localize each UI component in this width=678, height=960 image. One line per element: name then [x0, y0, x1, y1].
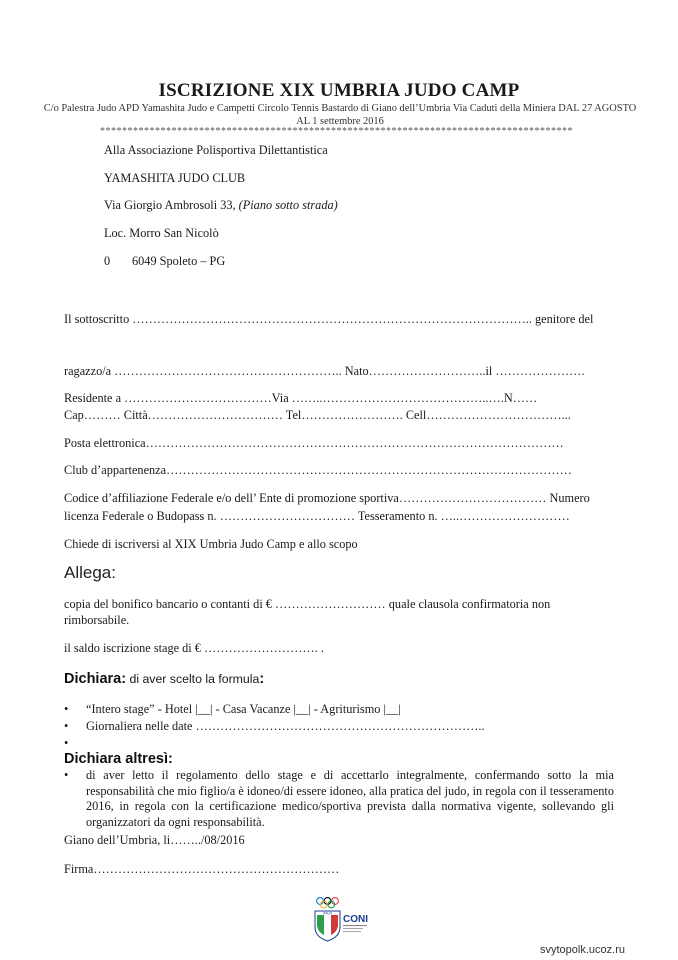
- date-place-field[interactable]: Giano dell’Umbria, li……../08/2016: [64, 833, 245, 847]
- field-sottoscritto[interactable]: Il sottoscritto …………………………………………………………………………………….. genitore del: [64, 312, 594, 326]
- field-copia-bonifico[interactable]: copia del bonifico bancario o contanti di € ……………………… quale clausola confirmatoria non: [64, 597, 551, 611]
- addressee-line-1: Alla Associazione Polisportiva Dilettantistica: [104, 143, 328, 157]
- field-club[interactable]: Club d’appartenenza………………………………………………………………………………………: [64, 463, 572, 477]
- addressee-line-4: Loc. Morro San Nicolò: [104, 226, 219, 240]
- dichiara-line: [64, 670, 264, 688]
- addressee-city: 6049 Spoleto – PG: [132, 254, 226, 268]
- star-separator: **************************************************************************************: [100, 126, 573, 137]
- signature-field[interactable]: Firma……………………………………………………: [64, 862, 340, 876]
- copia-continuation: rimborsabile.: [64, 613, 130, 627]
- allega-heading: Allega:: [64, 563, 116, 582]
- venue-line: C/o Palestra Judo APD Yamashita Judo e Campetti Circolo Tennis Bastardo di Giano dell’Umbria Via Caduti della Miniera DAL 27 AGOSTO AL 1 settembre 2016: [43, 103, 637, 127]
- field-cap[interactable]: Cap……… Città…………………………… Tel……………………. Cell……………………………...: [64, 408, 571, 422]
- coni-emblem-icon: [312, 895, 382, 943]
- site-watermark: svytopolk.ucoz.ru: [540, 944, 625, 956]
- coni-logo: [312, 895, 382, 943]
- addressee-line-2: YAMASHITA JUDO CLUB: [104, 171, 246, 185]
- field-email[interactable]: Posta elettronica…………………………………………………………………………………………: [64, 436, 564, 450]
- bullet-icon: •: [64, 736, 69, 750]
- dichiara-altresi-text: di aver letto il regolamento dello stage e di accettarlo integralmente, confermando sotto la mia responsabilità che mio figlio/a è idoneo/di essere idoneo, alla pratica del judo, in regola con il tesseramento 2016, in regola con la certificazione medico/sportiva prevista dalla normativa vigente, sollevando gli organizzatori da ogni responsabilità.: [86, 768, 614, 829]
- option-giornaliera-label: Giornaliera nelle date ……………………………………………………………..: [86, 719, 485, 733]
- bullet-icon: •: [64, 768, 69, 782]
- addressee-line-3: [104, 198, 338, 213]
- addressee-floor-note: (Piano sotto strada): [238, 198, 338, 212]
- dichiara-altresi-block: [64, 768, 614, 830]
- addressee-street: Via Giorgio Ambrosoli 33,: [104, 198, 239, 212]
- bullet-icon: •: [64, 719, 69, 733]
- field-residente[interactable]: Residente a ………………………………Via ……..…………………………………..….N……: [64, 391, 538, 405]
- option-intero-stage-label: “Intero stage” - Hotel |__| - Casa Vacanze |__| - Agriturismo |__|: [86, 702, 401, 716]
- chiede-text: Chiede di iscriversi al XIX Umbria Judo Camp e allo scopo: [64, 537, 358, 551]
- addressee-zip-prefix: 0: [104, 254, 111, 268]
- option-intero-stage[interactable]: [64, 702, 401, 717]
- logo-small-text: ITALIA: [322, 911, 333, 916]
- bullet-icon: •: [64, 702, 69, 716]
- dichiara-subtext: di aver scelto la formula: [126, 672, 260, 686]
- dichiara-colon: :: [259, 671, 265, 687]
- option-giornaliera[interactable]: [64, 719, 485, 734]
- field-ragazzo[interactable]: ragazzo/a ……………………………………………….. Nato………………………..il ………………….: [64, 364, 585, 378]
- dichiara-heading: Dichiara:: [64, 671, 127, 687]
- logo-coni-text: CONI: [343, 914, 368, 925]
- option-empty[interactable]: [64, 736, 86, 751]
- addressee-line-5: [104, 254, 225, 269]
- field-saldo[interactable]: il saldo iscrizione stage di € ………………………. .: [64, 641, 324, 655]
- field-licenza[interactable]: licenza Federale o Budopass n. …………………………… Tesseramento n. …..………………………: [64, 509, 570, 523]
- dichiara-altresi-heading: Dichiara altresì:: [64, 751, 173, 767]
- field-codice[interactable]: Codice d’affiliazione Federale e/o dell’ Ente di promozione sportiva……………………………… Numero: [64, 491, 590, 505]
- form-title: ISCRIZIONE XIX UMBRIA JUDO CAMP: [158, 80, 520, 101]
